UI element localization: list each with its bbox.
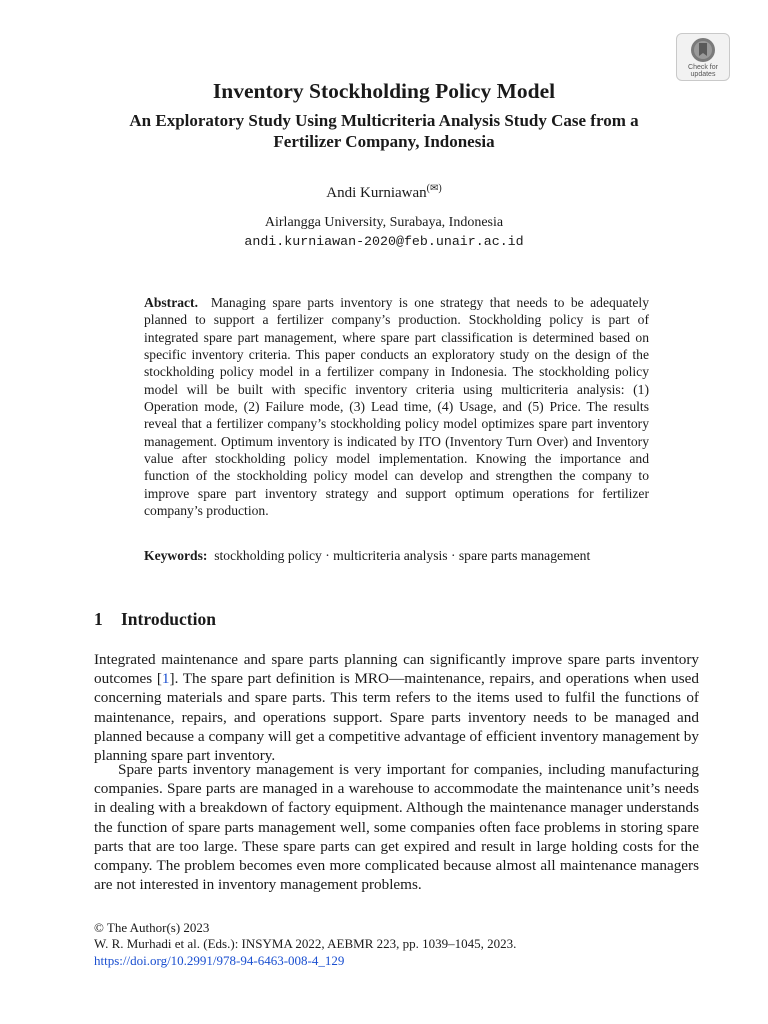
intro-paragraph-2: Spare parts inventory management is very important for companies, including manufacturing companies. Spare parts are managed in a warehouse to accommodate the maintenance unit’s needs in dealing with a breakdown of factory equipment. Although the maintenance manager understands the function of spare parts management well, some companies often face problems in storing spare parts that are too large. These spare parts can get expired and result in large holding costs for the company. The problem becomes even more complicated because almost all maintenance managers are not interested in inventory management problems.: [94, 761, 699, 894]
paper-title: Inventory Stockholding Policy Model: [212, 79, 556, 103]
p1-text-start: Integrated maintenance and spare parts planning can significantly improve spare parts inventory outcomes [: [94, 651, 699, 688]
abstract: [144, 294, 649, 519]
abstract-label: Abstract.: [144, 295, 198, 310]
bookmark-check-icon: [690, 37, 716, 63]
paper-subtitle: An Exploratory Study Using Multicriteria Analysis Study Case from a Fertilizer Company, Indonesia: [129, 111, 639, 151]
keywords-text: stockholding policy · multicriteria analysis · spare parts management: [214, 548, 591, 563]
check-for-updates-badge[interactable]: [676, 33, 730, 81]
abstract-text: Managing spare parts inventory is one strategy that needs to be adequately planned to support a fertilizer company’s production. Stockholding policy is part of integrated spare part management, where spare part classification is determined based on specific inventory criteria. This paper conducts an exploratory study on the design of the stockholding policy model in a fertilizer company in Indonesia. The stockholding policy model will be built with specific inventory criteria using multicriteria analysis: (1) Operation mode, (2) Failure mode, (3) Lead time, (4) Usage, and (5) Price. The results reveal that a fertilizer company’s stockholding policy model optimizes spare part inventory management. Optimum inventory is indicated by ITO (Inventory Turn Over) and Inventory value after stockholding policy model implementation. Knowing the importance and function of the stockholding policy model can develop and strengthen the company to improve spare part inventory strategy and support optimum operations for fertilizer company’s production.: [144, 295, 650, 519]
section-number: 1: [94, 609, 103, 629]
keywords-label: Keywords:: [144, 548, 208, 563]
copyright: © The Author(s) 2023: [94, 920, 210, 935]
section-heading: [94, 608, 216, 630]
corresponding-author-mark: (✉): [426, 183, 442, 194]
citation-link[interactable]: 1: [161, 670, 170, 688]
keywords: [144, 547, 654, 565]
badge-label: Check for updates: [688, 64, 718, 78]
doi-link[interactable]: https://doi.org/10.2991/978-94-6463-008-4_129: [94, 952, 345, 968]
author-name: Andi Kurniawan: [326, 185, 427, 201]
citation-info: W. R. Murhadi et al. (Eds.): INSYMA 2022, AEBMR 223, pp. 1039–1045, 2023.: [94, 936, 517, 952]
author-email[interactable]: andi.kurniawan-2020@feb.unair.ac.id: [244, 234, 524, 249]
intro-paragraph-1: [94, 650, 699, 765]
section-title: Introduction: [121, 609, 216, 629]
affiliation: Airlangga University, Surabaya, Indonesia: [264, 215, 504, 230]
footer: [94, 920, 694, 969]
p1-text-end: ]. The spare part definition is MRO—maintenance, repairs, and operations when used concerning materials and spare parts. This term refers to the items used to fulfil the functions of maintenance, repairs, and operations support. Spare parts inventory needs to be managed and planned because a company will get a competitive advantage of efficient inventory management by planning spare part inventory.: [94, 670, 700, 765]
author-line: [0, 179, 768, 203]
